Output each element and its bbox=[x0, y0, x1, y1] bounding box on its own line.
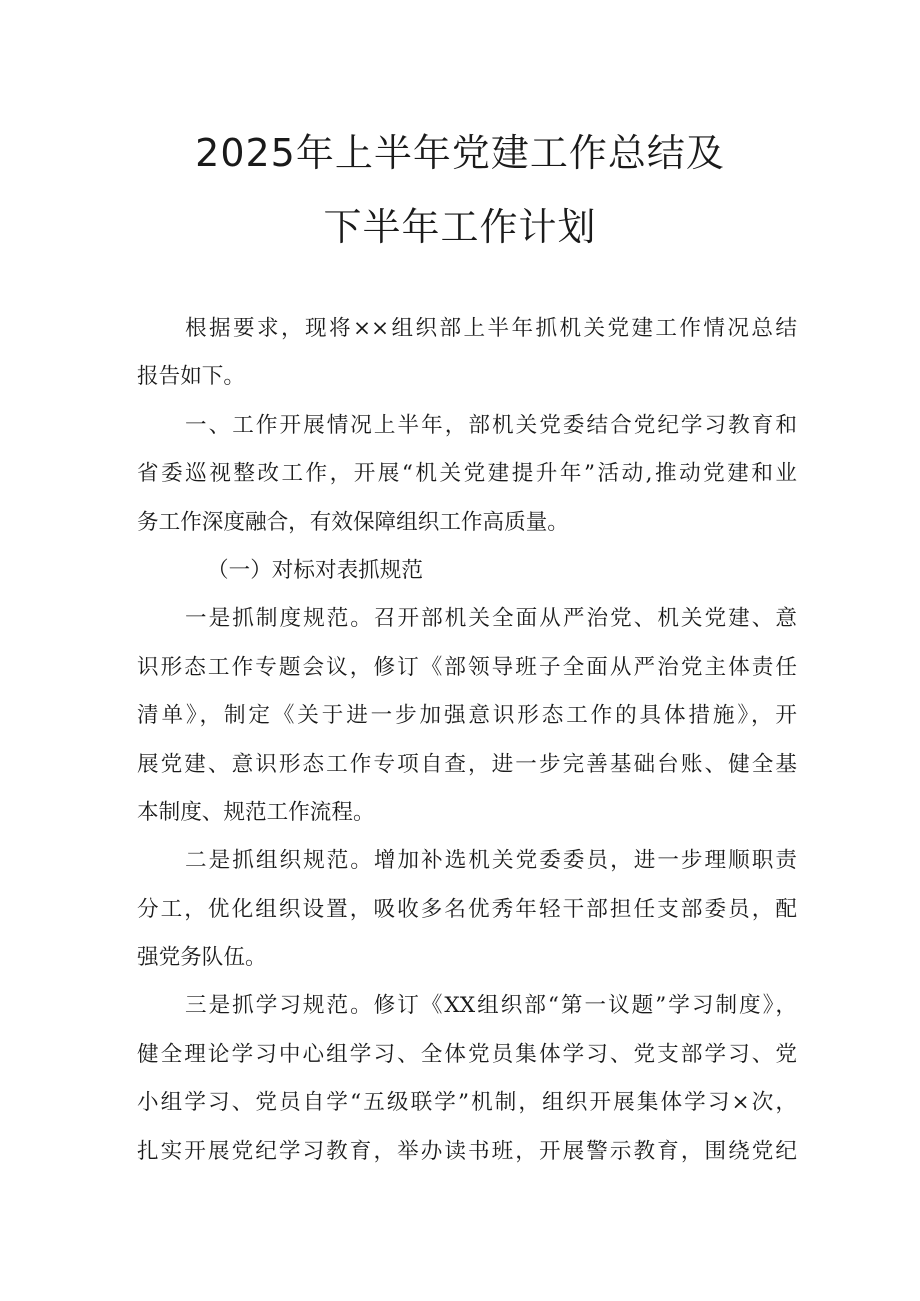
body-text-line: 健全理论学习中心组学习、全体党员集体学习、党支部学习、党 bbox=[137, 1041, 797, 1067]
document-title-line-2: 下半年工作计划 bbox=[323, 205, 597, 249]
body-text-line: 二是抓组织规范。增加补选机关党委委员，进一步理顺职责 bbox=[185, 848, 797, 874]
body-text-line: 本制度、规范工作流程。 bbox=[137, 799, 375, 825]
body-text-line: 根据要求，现将××组织部上半年抓机关党建工作情况总结 bbox=[185, 316, 797, 341]
body-text-line: 务工作深度融合，有效保障组织工作高质量。 bbox=[137, 509, 569, 535]
body-text-line: 省委巡视整改工作，开展“机关党建提升年”活动,推动党建和业 bbox=[137, 461, 797, 487]
body-text-line: 一、工作开展情况上半年，部机关党委结合党纪学习教育和 bbox=[185, 412, 797, 438]
document-body bbox=[137, 305, 797, 1176]
body-text-line: 小组学习、党员自学“五级联学”机制，组织开展集体学习×次， bbox=[137, 1090, 797, 1116]
body-text-line: 分工，优化组织设置，吸收多名优秀年轻干部担任支部委员，配 bbox=[137, 896, 797, 922]
body-text-line: 三是抓学习规范。修订《XX组织部“第一议题”学习制度》， bbox=[185, 993, 797, 1019]
body-text-line: 扎实开展党纪学习教育，举办读书班，开展警示教育，围绕党纪 bbox=[137, 1138, 797, 1164]
body-text-line: 展党建、意识形态工作专项自查，进一步完善基础台账、健全基 bbox=[137, 751, 797, 777]
body-text-line: 一是抓制度规范。召开部机关全面从严治党、机关党建、意 bbox=[185, 606, 797, 632]
body-text-line: 识形态工作专题会议，修订《部领导班子全面从严治党主体责任 bbox=[137, 654, 797, 680]
body-text-line: 清单》，制定《关于进一步加强意识形态工作的具体措施》，开 bbox=[137, 703, 797, 729]
body-text-line: （一）对标对表抓规范 bbox=[207, 557, 423, 583]
body-text-line: 报告如下。 bbox=[137, 364, 245, 390]
document-title-line-1: 2025年上半年党建工作总结及 bbox=[195, 131, 725, 175]
body-text-line: 强党务队伍。 bbox=[137, 945, 267, 971]
